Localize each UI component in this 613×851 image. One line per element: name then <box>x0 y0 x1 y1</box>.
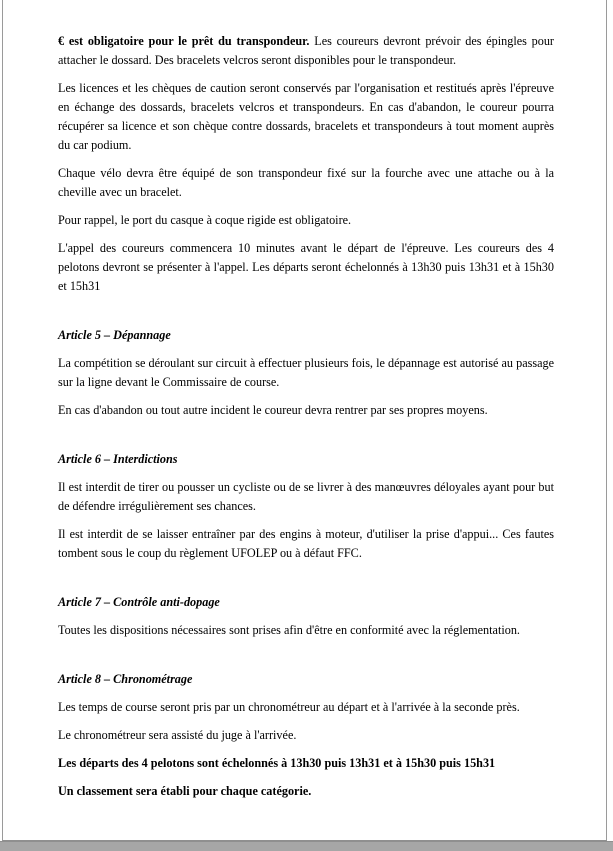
article-heading <box>58 593 554 612</box>
article-heading <box>58 326 554 345</box>
text-run: Article 5 – Dépannage <box>58 328 171 342</box>
document-paragraph <box>58 401 554 420</box>
text-run: Chaque vélo devra être équipé de son transpondeur fixé sur la fourche avec une attache ou à la cheville avec un bracelet. <box>58 166 554 199</box>
page-content <box>3 0 606 801</box>
document-page <box>2 0 607 841</box>
text-run: Le chronométreur sera assisté du juge à l'arrivée. <box>58 728 297 742</box>
text-run: Il est interdit de tirer ou pousser un cycliste ou de se livrer à des manœuvres déloyales ayant pour but de défendre irrégulièrement ses chances. <box>58 480 554 513</box>
article-heading <box>58 670 554 689</box>
text-run: Les temps de course seront pris par un chronométreur au départ et à l'arrivée à la seconde près. <box>58 700 520 714</box>
text-run: En cas d'abandon ou tout autre incident le coureur devra rentrer par ses propres moyens. <box>58 403 488 417</box>
document-paragraph <box>58 354 554 392</box>
document-paragraph <box>58 525 554 563</box>
document-paragraph <box>58 239 554 296</box>
document-paragraph <box>58 726 554 745</box>
text-run: Article 7 – Contrôle anti-dopage <box>58 595 220 609</box>
text-run: L'appel des coureurs commencera 10 minutes avant le départ de l'épreuve. Les coureurs des 4 pelotons devront se présenter à l'appel. Les départs seront échelonnés à 13h30 puis 13h31 et à 15h30 et 15h31 <box>58 241 554 293</box>
text-run: Il est interdit de se laisser entraîner par des engins à moteur, d'utiliser la prise d'appui... Ces fautes tombent sous le coup du règlement UFOLEP ou à défaut FFC. <box>58 527 554 560</box>
text-run: € est obligatoire pour le prêt du transpondeur. <box>58 34 310 48</box>
document-paragraph <box>58 478 554 516</box>
text-run: Un classement sera établi pour chaque catégorie. <box>58 784 312 798</box>
text-run: Les licences et les chèques de caution seront conservés par l'organisation et restitués après l'épreuve en échange des dossards, bracelets velcros et transpondeurs. En cas d'abandon, le coureur pourra récupérer sa licence et son chèque contre dossards, bracelets et transpondeurs à tout moment auprès du car podium. <box>58 81 554 152</box>
document-paragraph <box>58 32 554 70</box>
document-paragraph <box>58 754 554 773</box>
document-paragraph <box>58 621 554 640</box>
document-paragraph <box>58 211 554 230</box>
document-paragraph <box>58 79 554 155</box>
text-run: La compétition se déroulant sur circuit à effectuer plusieurs fois, le dépannage est autorisé au passage sur la ligne devant le Commissaire de course. <box>58 356 554 389</box>
page-bottom-gap <box>0 841 613 851</box>
text-run: Toutes les dispositions nécessaires sont prises afin d'être en conformité avec la réglementation. <box>58 623 520 637</box>
text-run: Les coureurs devront prévoir des épingles pour attacher le dossard. Des bracelets velcros seront disponibles pour le transpondeur. <box>58 34 554 67</box>
text-run: Article 6 – Interdictions <box>58 452 178 466</box>
text-run: Les départs des 4 pelotons sont échelonnés à 13h30 puis 13h31 et à 15h30 puis 15h31 <box>58 756 496 770</box>
text-run: Article 8 – Chronométrage <box>58 672 193 686</box>
text-run: Pour rappel, le port du casque à coque rigide est obligatoire. <box>58 213 352 227</box>
document-paragraph <box>58 698 554 717</box>
document-paragraph <box>58 782 554 801</box>
document-paragraph <box>58 164 554 202</box>
article-heading <box>58 450 554 469</box>
